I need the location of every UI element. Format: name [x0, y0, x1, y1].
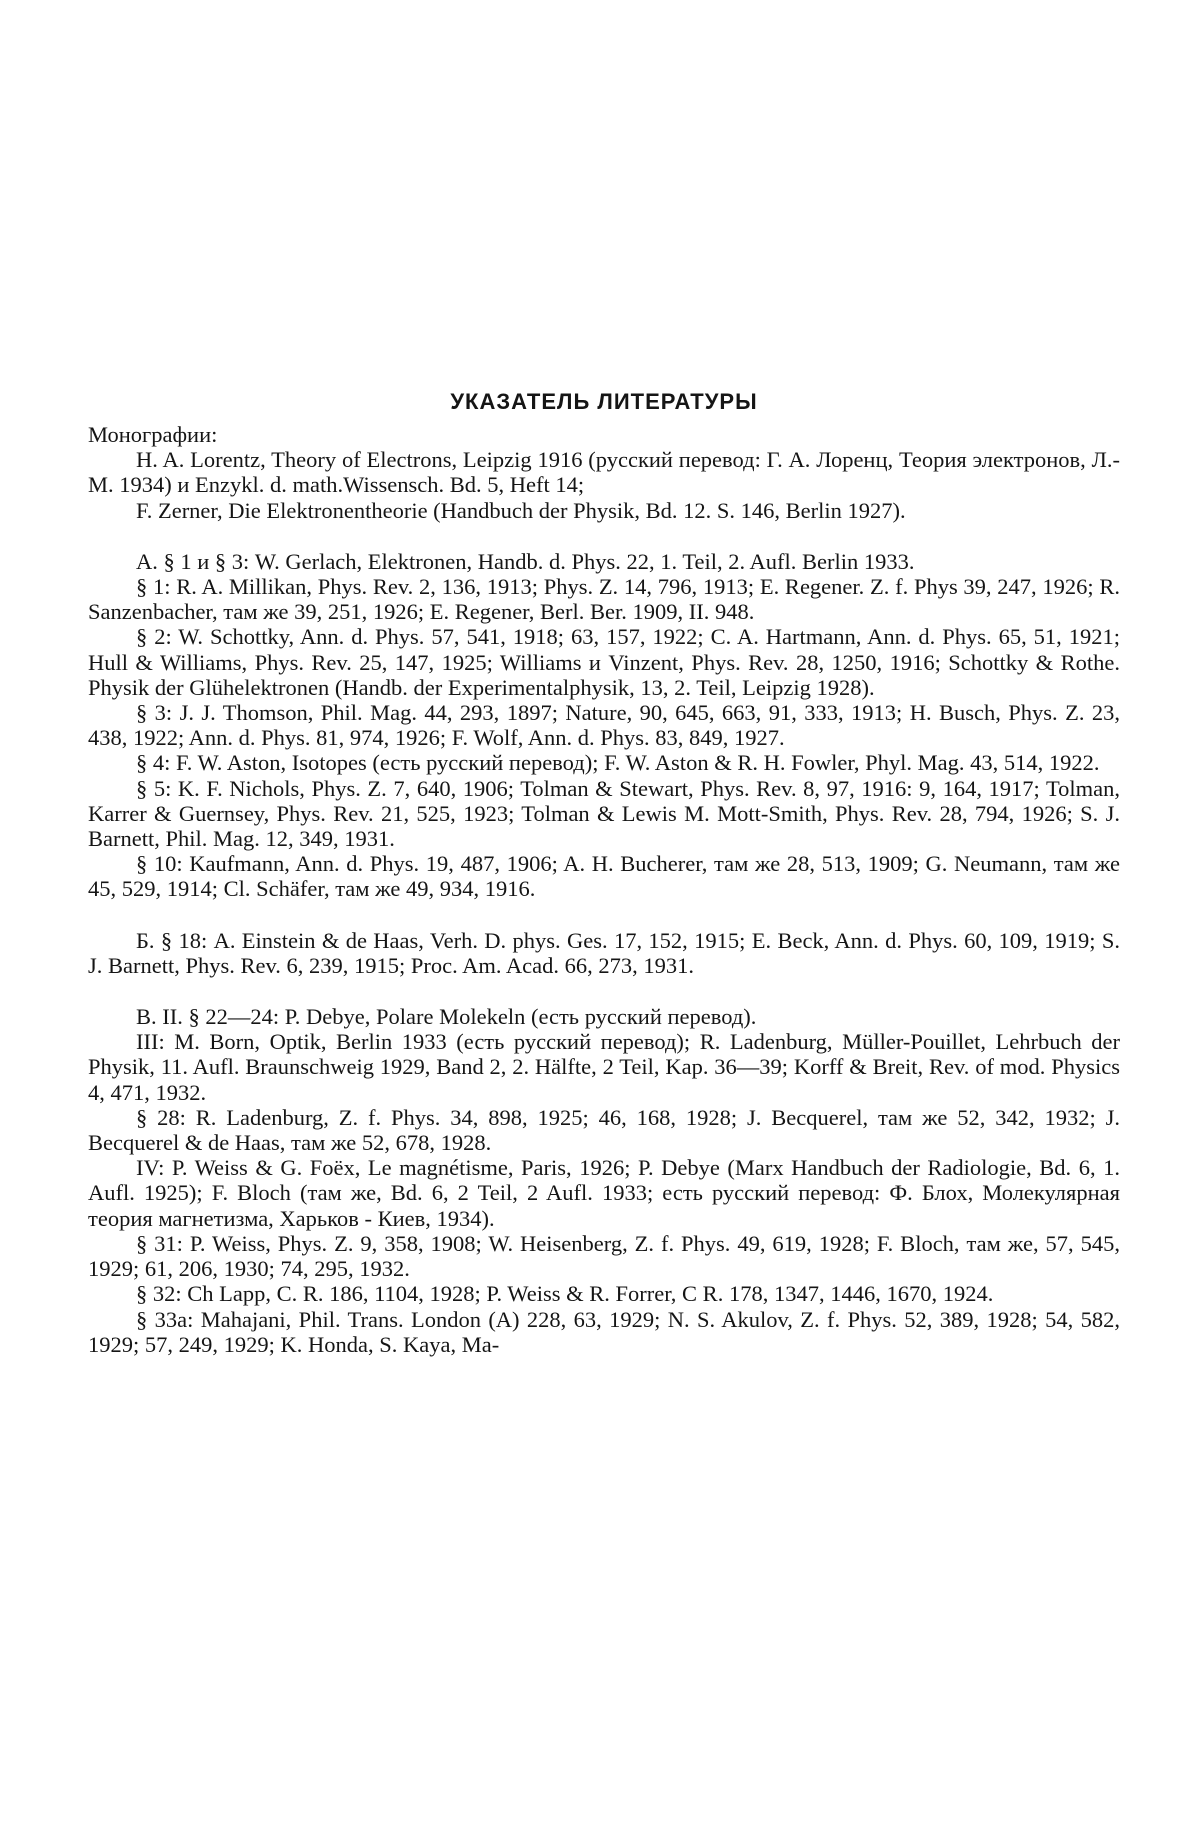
reference-paragraph: § 4: F. W. Aston, Isotopes (есть русский перевод); F. W. Aston & R. H. Fowler, Phyl. Mag. 43, 514, 1922. — [136, 750, 1100, 776]
section-v — [88, 1004, 1120, 1357]
reference-paragraph: Б. § 18: A. Einstein & de Haas, Verh. D. phys. Ges. 17, 152, 1915; E. Beck, Ann. d. Phys. 60, 109, 1919; S. J. Barnett, Phys. Rev. 6, 239, 1915; Proc. Am. Acad. 66, 273, 1931. — [88, 927, 1120, 978]
page-title: УКАЗАТЕЛЬ ЛИТЕРАТУРЫ — [450, 389, 758, 414]
reference-paragraph: IV: P. Weiss & G. Foëx, Le magnétisme, Paris, 1926; P. Debye (Marx Handbuch der Radiologie, Bd. 6, 1. Aufl. 1925); F. Bloch (там же, Bd. 6, 2 Teil, 2 Aufl. 1933; есть русский перевод: Ф. Блох, Молекулярная теория магнетизма, Харьков - Киев, 1934). — [88, 1155, 1120, 1231]
reference-paragraph: А. § 1 и § 3: W. Gerlach, Elektronen, Handb. d. Phys. 22, 1. Teil, 2. Aufl. Berlin 1933. — [136, 548, 915, 574]
reference-paragraph: III: M. Born, Optik, Berlin 1933 (есть русский перевод); R. Ladenburg, Müller-Pouillet, Lehrbuch der Physik, 11. Aufl. Braunschweig 1929, Band 2, 2. Hälfte, 2 Teil, Kap. 36—39; Korff & Breit, Rev. of mod. Physics 4, 471, 1932. — [88, 1029, 1120, 1105]
bibliography-page — [88, 0, 1120, 1357]
reference-paragraph: § 33a: Mahajani, Phil. Trans. London (A) 228, 63, 1929; N. S. Akulov, Z. f. Phys. 52, 389, 1928; 54, 582, 1929; 57, 249, 1929; K. Honda, S. Kaya, Ma- — [88, 1306, 1120, 1357]
reference-paragraph: § 32: Ch Lapp, C. R. 186, 1104, 1928; P. Weiss & R. Forrer, C R. 178, 1347, 1446, 1670, 1924. — [136, 1281, 994, 1307]
reference-paragraph: § 3: J. J. Thomson, Phil. Mag. 44, 293, 1897; Nature, 90, 645, 663, 91, 333, 1913; H. Busch, Phys. Z. 23, 438, 1922; Ann. d. Phys. 81, 974, 1926; F. Wolf, Ann. d. Phys. 83, 849, 1927. — [88, 700, 1120, 751]
reference-paragraph: § 1: R. A. Millikan, Phys. Rev. 2, 136, 1913; Phys. Z. 14, 796, 1913; E. Regener. Z. f. Phys 39, 247, 1926; R. Sanzenbacher, там же 39, 251, 1926; E. Regener, Berl. Ber. 1909, II. 948. — [88, 574, 1120, 625]
monographs-section — [88, 422, 1120, 523]
reference-paragraph: В. II. § 22—24: P. Debye, Polare Molekeln (есть русский перевод). — [136, 1004, 757, 1030]
reference-paragraph: § 5: K. F. Nichols, Phys. Z. 7, 640, 1906; Tolman & Stewart, Phys. Rev. 8, 97, 1916: 9, 164, 1917; Tolman, Karrer & Guernsey, Phys. Rev. 21, 525, 1923; Tolman & Lewis M. Mott-Smith, Phys. Rev. 28, 794, 1926; S. J. Barnett, Phil. Mag. 12, 349, 1931. — [88, 775, 1120, 852]
reference-paragraph: § 10: Kaufmann, Ann. d. Phys. 19, 487, 1906; A. H. Bucherer, там же 28, 513, 1909; G. Neumann, там же 45, 529, 1914; Cl. Schäfer, там же 49, 934, 1916. — [88, 851, 1120, 902]
reference-paragraph: § 31: P. Weiss, Phys. Z. 9, 358, 1908; W. Heisenberg, Z. f. Phys. 49, 619, 1928; F. Bloch, там же, 57, 545, 1929; 61, 206, 1930; 74, 295, 1932. — [88, 1230, 1120, 1282]
reference-paragraph: § 2: W. Schottky, Ann. d. Phys. 57, 541, 1918; 63, 157, 1922; C. A. Hartmann, Ann. d. Phys. 65, 51, 1921; Hull & Williams, Phys. Rev. 25, 147, 1925; Williams и Vinzent, Phys. Rev. 28, 1250, 1916; Schottky & Rothe. Physik der Glühelektronen (Handb. der Experimentalphysik, 13, 2. Teil, Leipzig 1928). — [88, 624, 1120, 700]
monographs-label: Монографии: — [88, 422, 218, 447]
reference-paragraph: H. A. Lorentz, Theory of Electrons, Leipzig 1916 (русский перевод: Г. А. Лоренц, Теория электронов, Л.-М. 1934) и Enzykl. d. math.Wissensch. Bd. 5, Heft 14; — [88, 447, 1120, 498]
section-b — [88, 928, 1120, 978]
reference-paragraph: F. Zerner, Die Elektronentheorie (Handbuch der Physik, Bd. 12. S. 146, Berlin 1927). — [136, 497, 906, 523]
reference-paragraph: § 28: R. Ladenburg, Z. f. Phys. 34, 898, 1925; 46, 168, 1928; J. Becquerel, там же 52, 342, 1932; J. Becquerel & de Haas, там же 52, 678, 1928. — [88, 1104, 1120, 1156]
section-a — [88, 549, 1120, 902]
